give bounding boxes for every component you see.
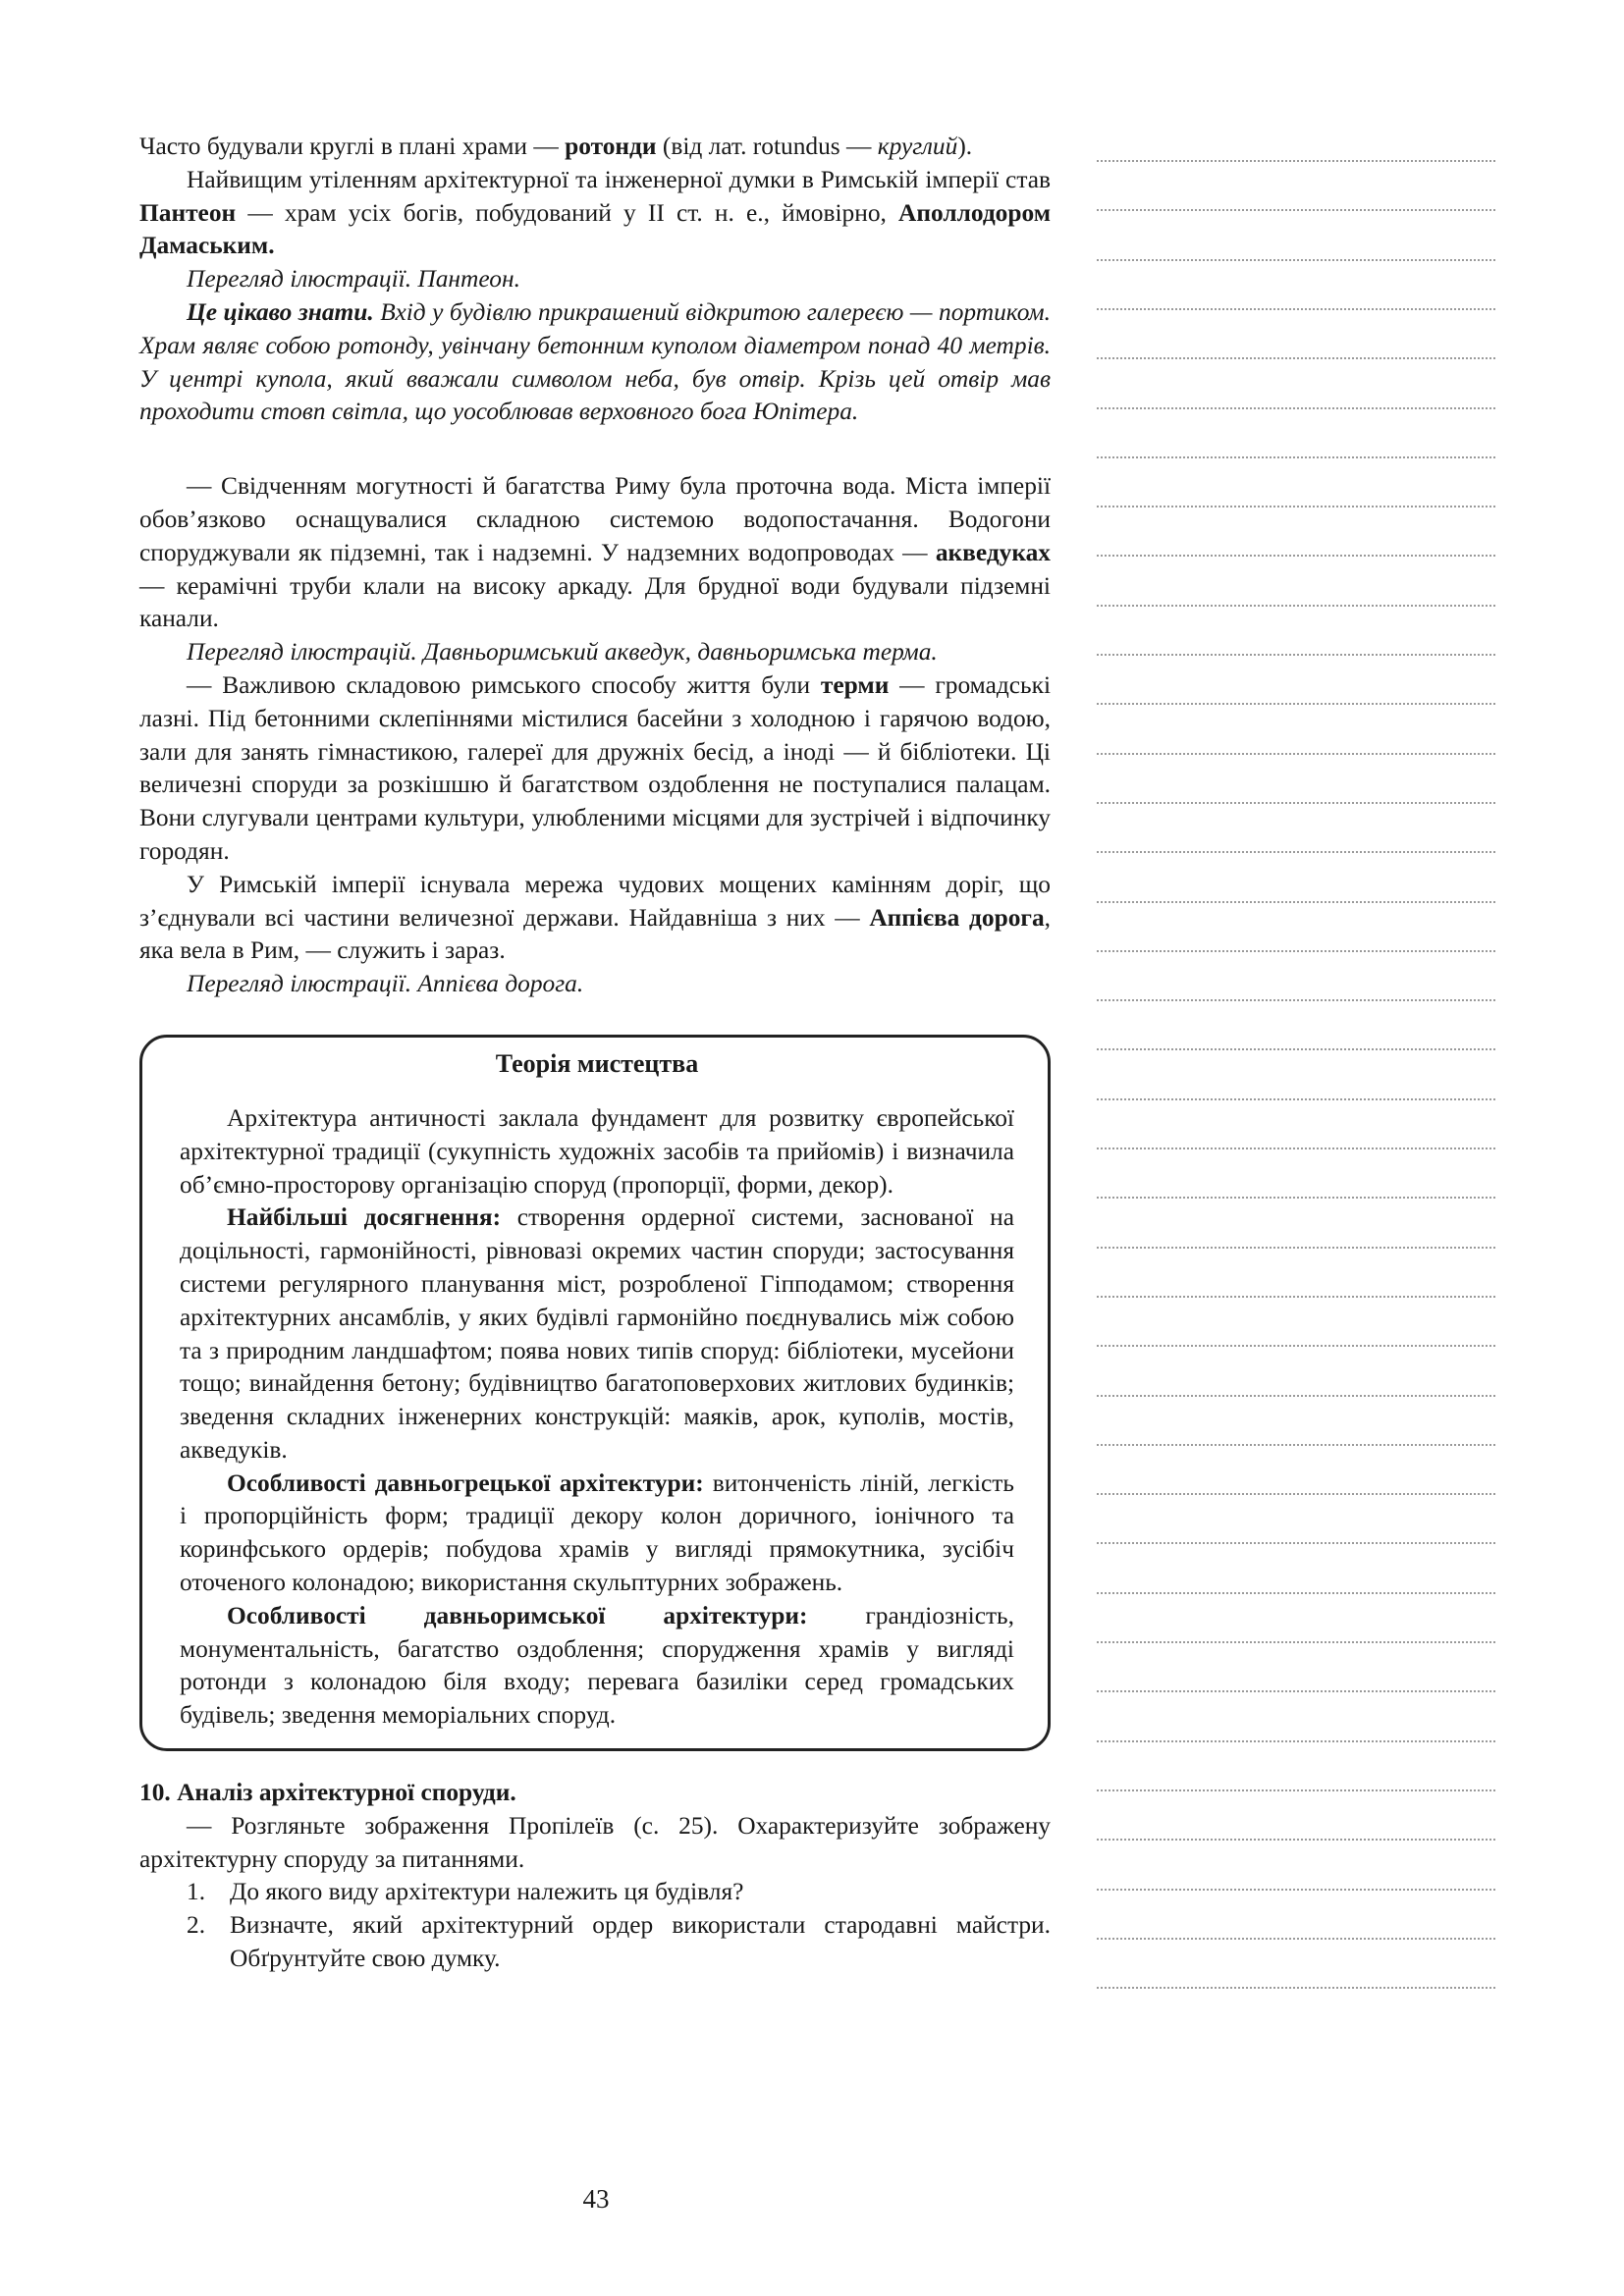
task-question-number: 2. — [187, 1911, 206, 1940]
term-thermae: терми — [820, 670, 890, 699]
task-question-text: До якого виду архітектури належить ця будівля? — [230, 1878, 744, 1906]
note-line — [1097, 950, 1495, 952]
note-line — [1097, 851, 1495, 853]
art-theory-greek-features: Особливості давньогрецької архітектури: витонченість ліній, легкість і пропорційність форм; традиції декору колон доричного, іонічного та коринфського ордерів; побудова храмів у вигляді прямокутника, зусібіч оточеного колонадою; використання скульптурних зображень. — [180, 1468, 1014, 1597]
note-line — [1097, 1098, 1495, 1100]
page-number: 43 — [582, 2184, 610, 2214]
note-line — [1097, 1839, 1495, 1841]
term-appian-way: Аппієва дорога — [869, 903, 1045, 932]
aqueduct-paragraph: — Свідченням могутності й багатства Риму була проточна вода. Міста імперії обов’язково оснащувалися складною системою водопостачання. Водогони споруджували як підземні, так і надземні. У надземних водопроводах — акведуках — керамічні труби клали на високу аркаду. Для брудної води будували підземні канали. — [139, 472, 1051, 633]
task-question-text: Визначте, який архітектурний ордер використали стародавні майстри. Обґрунтуйте свою думку. — [230, 1911, 1051, 1973]
note-line — [1097, 555, 1495, 557]
interesting-fact-label: Це цікаво знати. — [187, 297, 374, 326]
note-line — [1097, 1889, 1495, 1891]
task-title: 10. Аналіз архітектурної споруди. — [139, 1779, 516, 1807]
art-theory-roman-features: Особливості давньоримської архітектури: грандіозність, монументальність, багатство оздоблення; спорудження храмів у вигляді ротонди з колонадою біля входу; перевага базиліки серед громадських будівель; зведення меморіальних споруд. — [180, 1601, 1014, 1730]
note-line — [1097, 1690, 1495, 1692]
note-line — [1097, 605, 1495, 607]
note-line — [1097, 1592, 1495, 1594]
note-line — [1097, 1789, 1495, 1791]
art-theory-box — [139, 1035, 1051, 1751]
note-line — [1097, 1444, 1495, 1446]
note-line — [1097, 506, 1495, 507]
roads-paragraph: У Римській імперії існувала мережа чудових мощених камінням доріг, що з’єднували всі частини величезної держави. Найдавніша з них — Аппієва дорога, яка вела в Рим, — служить і зараз. — [139, 870, 1051, 965]
note-line — [1097, 259, 1495, 261]
term-pantheon: Пантеон — [139, 198, 237, 227]
note-line — [1097, 1345, 1495, 1347]
spacer — [139, 429, 1051, 470]
task-question — [139, 1876, 1051, 1909]
note-line — [1097, 1197, 1495, 1199]
task-question-list — [139, 1876, 1051, 1975]
task-question — [139, 1909, 1051, 1976]
note-line — [1097, 308, 1495, 310]
interesting-fact: Це цікаво знати. Вхід у будівлю прикрашений відкритою галереєю — портиком. Храм являє собою ротонду, увінчану бетонним куполом діаметром понад 40 метрів. У центрі купола, який вважали символом неба, був отвір. Крізь цей отвір мав проходити стовп світла, що уособлював верховного бога Юпітера. — [139, 297, 1051, 426]
illustration-note-aqueduct: Перегляд ілюстрацій. Давньоримський акведук, давньоримська терма. — [187, 638, 938, 667]
note-line — [1097, 1148, 1495, 1149]
note-line — [1097, 1048, 1495, 1050]
note-line — [1097, 802, 1495, 804]
art-theory-intro: Архітектура античності заклала фундамент для розвитку європейської архітектурної традиції (сукупність художніх засобів та прийомів) і визначила об’ємно-просторову організацію споруд (пропорції, форми, декор). — [180, 1103, 1014, 1199]
note-line — [1097, 901, 1495, 903]
note-line — [1097, 160, 1495, 162]
pantheon-paragraph: Найвищим утіленням архітектурної та інженерної думки в Римській імперії став Пантеон — храм усіх богів, побудований у II ст. н. е., ймовірно, Аполлодором Дамаським. — [139, 165, 1051, 260]
art-theory-achievements: Найбільші досягнення: створення ордерної системи, заснованої на доцільності, гармонійності, рівновазі окремих частин споруди; застосування системи регулярного планування міст, розробленої Гіпподамом; створення архітектурних ансамблів, у яких будівлі гармонійно поєднувались між собою та з природним ландшафтом; поява нових типів споруд: бібліотеки, мусейони тощо; винайдення бетону; будівництво багатоповерхових житлових будинків; зведення складних інженерних конструкцій: маяків, арок, куполів, мостів, акведуків. — [180, 1203, 1014, 1464]
note-line — [1097, 1938, 1495, 1940]
note-line — [1097, 654, 1495, 656]
main-text-column — [139, 131, 1051, 1976]
note-line — [1097, 1641, 1495, 1643]
rotunda-paragraph: Часто будували круглі в плані храми — ротонди (від лат. rotundus — круглий). — [139, 133, 973, 160]
note-line — [1097, 1296, 1495, 1298]
thermae-paragraph: — Важливою складовою римського способу життя були терми — громадські лазні. Під бетонними склепіннями містилися басейни з холодною і гарячою водою, зали для занять гімнастикою, галереї для дружніх бесід, а іноді — й бібліотеки. Ці величезні споруди за розкішшю й багатством оздоблення не поступалися палацам. Вони слугували центрами культури, улюбленими місцями для зустрічей і відпочинку городян. — [139, 670, 1051, 865]
note-line — [1097, 1493, 1495, 1495]
note-line — [1097, 1247, 1495, 1249]
note-line — [1097, 456, 1495, 458]
note-line — [1097, 357, 1495, 359]
note-line — [1097, 209, 1495, 211]
note-line — [1097, 999, 1495, 1001]
note-line — [1097, 1740, 1495, 1742]
illustration-note-appian-way: Перегляд ілюстрації. Аппієва дорога. — [187, 970, 584, 998]
note-line — [1097, 753, 1495, 755]
term-aqueducts: акведуках — [935, 538, 1051, 566]
task-intro: — Розгляньте зображення Пропілеїв (с. 25). Охарактеризуйте зображену архітектурну споруду за питаннями. — [139, 1811, 1051, 1873]
note-line — [1097, 407, 1495, 409]
illustration-note-pantheon: Перегляд ілюстрації. Пантеон. — [187, 265, 520, 294]
note-line — [1097, 703, 1495, 705]
note-line — [1097, 1987, 1495, 1989]
term-rotunda: ротонди — [565, 133, 657, 160]
term-apollodorus: Аполлодором Дамаським. — [139, 198, 1051, 260]
task-question-number: 1. — [187, 1878, 206, 1906]
art-theory-title: Теорія мистецтва — [495, 1048, 699, 1078]
note-line — [1097, 1542, 1495, 1544]
note-line — [1097, 1395, 1495, 1397]
